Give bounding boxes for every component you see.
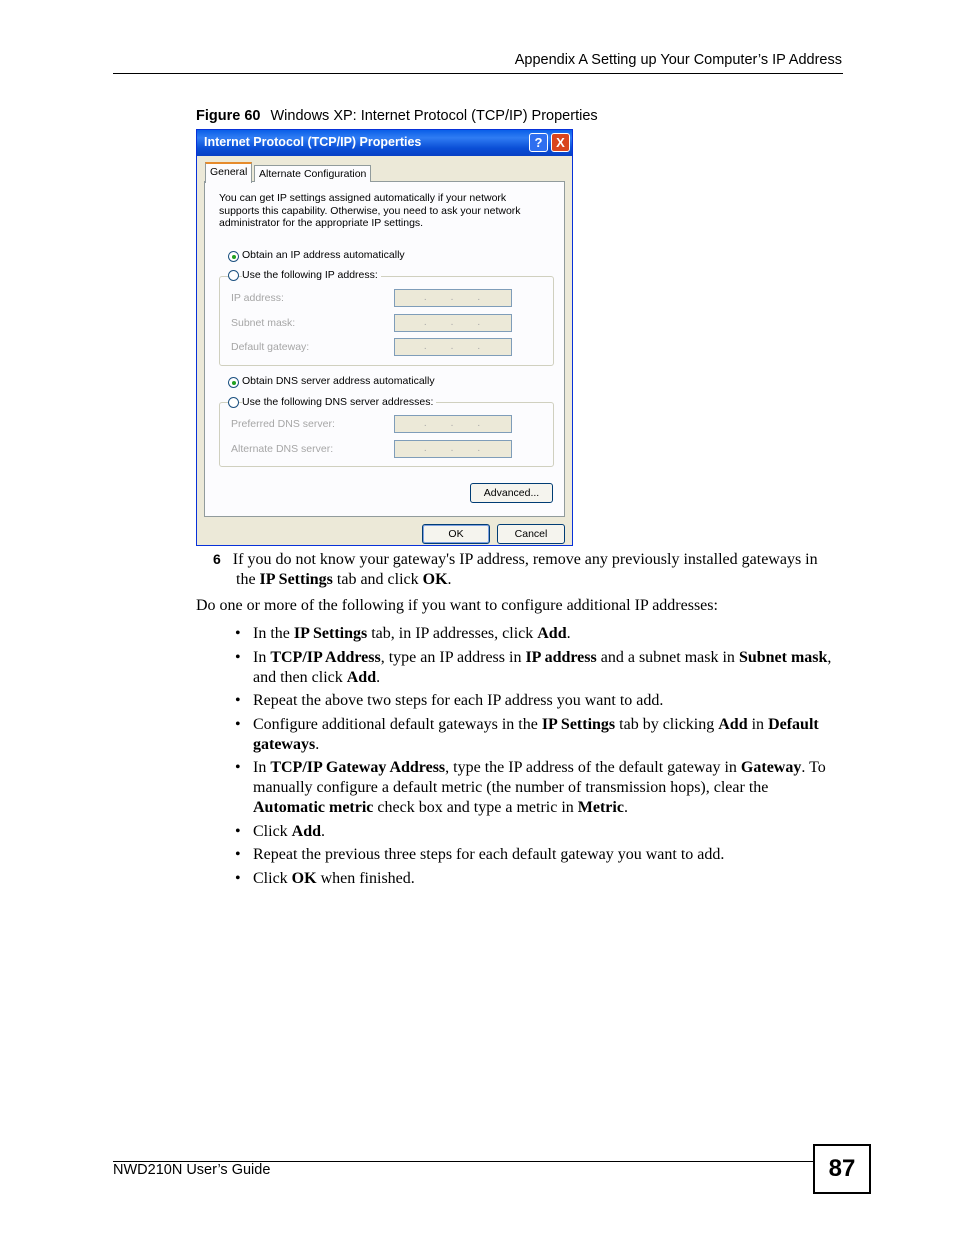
ok-button[interactable]: OK [422, 524, 490, 544]
radio-ip-manual-label: Use the following IP address: [242, 269, 381, 281]
radio-dns-auto[interactable] [228, 377, 239, 388]
subnet-mask-field[interactable]: ... [394, 314, 512, 332]
preferred-dns-label: Preferred DNS server: [231, 418, 335, 430]
subnet-mask-label: Subnet mask: [231, 317, 296, 329]
default-gateway-field[interactable]: ... [394, 338, 512, 356]
bullet-list [234, 624, 834, 892]
list-item: • Click OK when finished. [234, 869, 834, 889]
cancel-button[interactable]: Cancel [497, 524, 565, 544]
list-item: • In the IP Settings tab, in IP addresses, click Add. [234, 624, 834, 644]
list-item: • In TCP/IP Gateway Address, type the IP address of the default gateway in Gateway. To manually configure a default metric (the number of transmission hops), clear the Automatic metric check box and type a metric in Metric. [234, 758, 834, 818]
tcpip-properties-dialog [196, 129, 573, 546]
radio-dns-auto-label: Obtain DNS server address automatically [242, 375, 435, 387]
advanced-button[interactable]: Advanced... [470, 483, 553, 503]
intro-paragraph: Do one or more of the following if you want to configure additional IP addresses: [196, 597, 718, 614]
dialog-title: Internet Protocol (TCP/IP) Properties [204, 135, 422, 149]
preferred-dns-field[interactable]: ... [394, 415, 512, 433]
list-item: • Repeat the previous three steps for each default gateway you want to add. [234, 845, 834, 865]
radio-ip-manual[interactable] [228, 270, 239, 281]
radio-ip-auto[interactable] [228, 251, 239, 262]
alternate-dns-field[interactable]: ... [394, 440, 512, 458]
intro-text: You can get IP settings assigned automatically if your network supports this capability. Otherwise, you need to ask your network administrator for the appropriate IP settings. [219, 192, 521, 229]
header-rule [113, 73, 843, 74]
figure-caption [196, 108, 598, 124]
list-item: • Repeat the above two steps for each IP address you want to add. [234, 691, 834, 711]
step-6 [213, 549, 836, 590]
running-header: Appendix A Setting up Your Computer’s IP Address [514, 52, 842, 68]
help-button[interactable]: ? [529, 133, 548, 152]
tab-alternate-configuration[interactable]: Alternate Configuration [254, 165, 371, 182]
list-item: • Configure additional default gateways in the IP Settings tab by clicking Add in Default gateways. [234, 715, 834, 755]
figure-caption-text: Windows XP: Internet Protocol (TCP/IP) Properties [270, 108, 598, 124]
step-text: If you do not know your gateway's IP address, remove any previously installed gateways in the IP Settings tab and click OK. [232, 551, 818, 588]
radio-dns-manual-label: Use the following DNS server addresses: [242, 396, 436, 408]
list-item: • In TCP/IP Address, type an IP address in IP address and a subnet mask in Subnet mask, and then click Add. [234, 648, 834, 688]
tab-general[interactable]: General [205, 162, 252, 183]
dialog-titlebar [197, 130, 572, 156]
ip-address-label: IP address: [231, 292, 284, 304]
alternate-dns-label: Alternate DNS server: [231, 443, 334, 455]
step-number: 6 [213, 551, 221, 567]
ip-address-field[interactable]: ... [394, 289, 512, 307]
radio-dns-manual[interactable] [228, 397, 239, 408]
page-number: 87 [813, 1144, 871, 1194]
default-gateway-label: Default gateway: [231, 341, 310, 353]
radio-ip-auto-label: Obtain an IP address automatically [242, 249, 405, 261]
figure-label: Figure 60 [196, 108, 261, 124]
close-button[interactable]: X [551, 133, 570, 152]
list-item: • Click Add. [234, 822, 834, 842]
footer-guide-title: NWD210N User’s Guide [113, 1162, 271, 1178]
